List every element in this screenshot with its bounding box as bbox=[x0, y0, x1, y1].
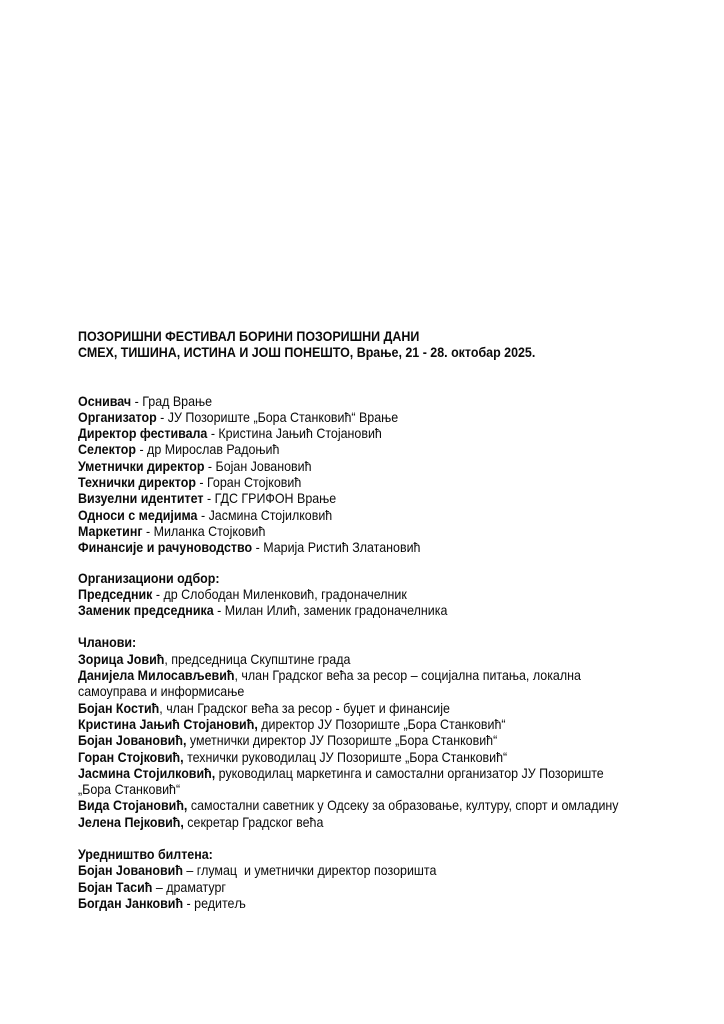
board-role-label: Заменик председника bbox=[78, 603, 214, 619]
organizing-board-header: Организациони одбор: bbox=[78, 570, 220, 586]
member-line bbox=[78, 782, 642, 798]
editorial-role: – драматург bbox=[152, 879, 226, 895]
credit-label: Маркетинг bbox=[78, 523, 143, 539]
member-description: уметнички директор ЈУ Позориште „Бора Станковић“ bbox=[186, 733, 498, 749]
member-description: директор ЈУ Позориште „Бора Станковић“ bbox=[257, 716, 506, 732]
member-description: , члан Градског већа за ресор - буџет и финансије bbox=[159, 700, 450, 716]
credit-value: - ЈУ Позориште „Бора Станковић“ Врање bbox=[156, 409, 399, 425]
member-line bbox=[78, 766, 642, 782]
editorial-header: Уредништво билтена: bbox=[78, 847, 213, 863]
credit-value: - Горан Стојковић bbox=[195, 475, 302, 491]
editorial-name: Бојан Тасић bbox=[78, 879, 153, 895]
member-name: Јелена Пејковић, bbox=[78, 814, 184, 830]
member-name: Бојан Костић bbox=[78, 700, 160, 716]
editorial-name: Бојан Јовановић bbox=[78, 863, 183, 879]
credit-value: - Марија Ристић Златановић bbox=[252, 540, 421, 556]
credit-line bbox=[78, 491, 642, 507]
credit-label: Директор фестивала bbox=[78, 426, 208, 442]
members-header: Чланови: bbox=[78, 635, 137, 651]
credit-value: - др Мирослав Радоњић bbox=[135, 442, 280, 458]
member-name: Данијела Милосављевић bbox=[78, 668, 235, 684]
festival-title-block bbox=[78, 329, 698, 362]
credit-value: - Кристина Јањић Стојановић bbox=[207, 426, 382, 442]
editorial-line bbox=[78, 896, 642, 912]
member-description: , председница Скупштине града bbox=[164, 651, 351, 667]
member-description: технички руководилац ЈУ Позориште „Бора Станковић“ bbox=[183, 749, 508, 765]
board-role-value: - Милан Илић, заменик градоначелника bbox=[213, 603, 448, 619]
members-section bbox=[78, 635, 698, 831]
credit-label: Односи с медијима bbox=[78, 507, 198, 523]
member-name: Јасмина Стојилковић, bbox=[78, 765, 216, 781]
editorial-name: Богдан Јанковић bbox=[78, 895, 184, 911]
member-line bbox=[78, 717, 642, 733]
editorial-role: – глумац и уметнички директор позоришта bbox=[182, 863, 437, 879]
credit-value: - Јасмина Стојилковић bbox=[197, 507, 333, 523]
member-line bbox=[78, 815, 642, 831]
board-line bbox=[78, 587, 642, 603]
member-name: Горан Стојковић, bbox=[78, 749, 184, 765]
member-line bbox=[78, 668, 642, 684]
festival-title-line2: СМЕХ, ТИШИНА, ИСТИНА И ЈОШ ПОНЕШТО, Врање, 21 - 28. октобар 2025. bbox=[78, 345, 536, 361]
credit-line bbox=[78, 459, 642, 475]
editorial-role: - редитељ bbox=[183, 895, 246, 911]
editorial-line bbox=[78, 880, 642, 896]
credit-line bbox=[78, 426, 642, 442]
member-name: Бојан Јовановић, bbox=[78, 733, 187, 749]
credit-label: Финансије и рачуноводство bbox=[78, 540, 253, 556]
credit-line bbox=[78, 410, 642, 426]
credit-line bbox=[78, 475, 642, 491]
credit-label: Организатор bbox=[78, 409, 157, 425]
organizing-board-section bbox=[78, 571, 698, 620]
member-name: Зорица Јовић bbox=[78, 651, 165, 667]
credit-label: Технички директор bbox=[78, 475, 196, 491]
credit-label: Оснивач bbox=[78, 393, 132, 409]
member-line bbox=[78, 750, 642, 766]
credits-section bbox=[78, 394, 698, 557]
member-line bbox=[78, 733, 642, 749]
page-content bbox=[78, 329, 698, 912]
credit-line bbox=[78, 394, 642, 410]
board-role-label: Председник bbox=[78, 586, 153, 602]
credit-label: Визуелни идентитет bbox=[78, 491, 204, 507]
board-role-value: - др Слободан Миленковић, градоначелник bbox=[152, 586, 407, 602]
member-description: самостални саветник у Одсеку за образовање, културу, спорт и омладину bbox=[187, 798, 619, 814]
festival-title-line1: ПОЗОРИШНИ ФЕСТИВАЛ БОРИНИ ПОЗОРИШНИ ДАНИ bbox=[78, 329, 420, 344]
credit-value: - Град Врање bbox=[131, 393, 213, 409]
credit-label: Селектор bbox=[78, 442, 136, 458]
editorial-section bbox=[78, 847, 698, 912]
credit-value: - Бојан Јовановић bbox=[204, 458, 312, 474]
member-description: „Бора Станковић“ bbox=[78, 782, 181, 798]
member-line bbox=[78, 684, 642, 700]
credit-label: Уметнички директор bbox=[78, 458, 205, 474]
editorial-line bbox=[78, 863, 642, 879]
member-description: , члан Градског већа за ресор – социјална питања, локална bbox=[234, 668, 581, 684]
member-line bbox=[78, 701, 642, 717]
member-description: секретар Градског већа bbox=[183, 814, 324, 830]
member-description: руководилац маркетинга и самостални организатор ЈУ Позориште bbox=[215, 765, 604, 781]
credit-value: - Миланка Стојковић bbox=[142, 523, 266, 539]
member-line bbox=[78, 652, 642, 668]
credit-line bbox=[78, 508, 642, 524]
member-name: Кристина Јањић Стојановић, bbox=[78, 716, 258, 732]
credit-line bbox=[78, 442, 642, 458]
member-description: самоуправа и информисање bbox=[78, 684, 245, 700]
member-name: Вида Стојановић, bbox=[78, 798, 188, 814]
credit-line bbox=[78, 540, 642, 556]
member-line bbox=[78, 798, 642, 814]
board-line bbox=[78, 603, 642, 619]
credit-line bbox=[78, 524, 642, 540]
credit-value: - ГДС ГРИФОН Врање bbox=[203, 491, 337, 507]
